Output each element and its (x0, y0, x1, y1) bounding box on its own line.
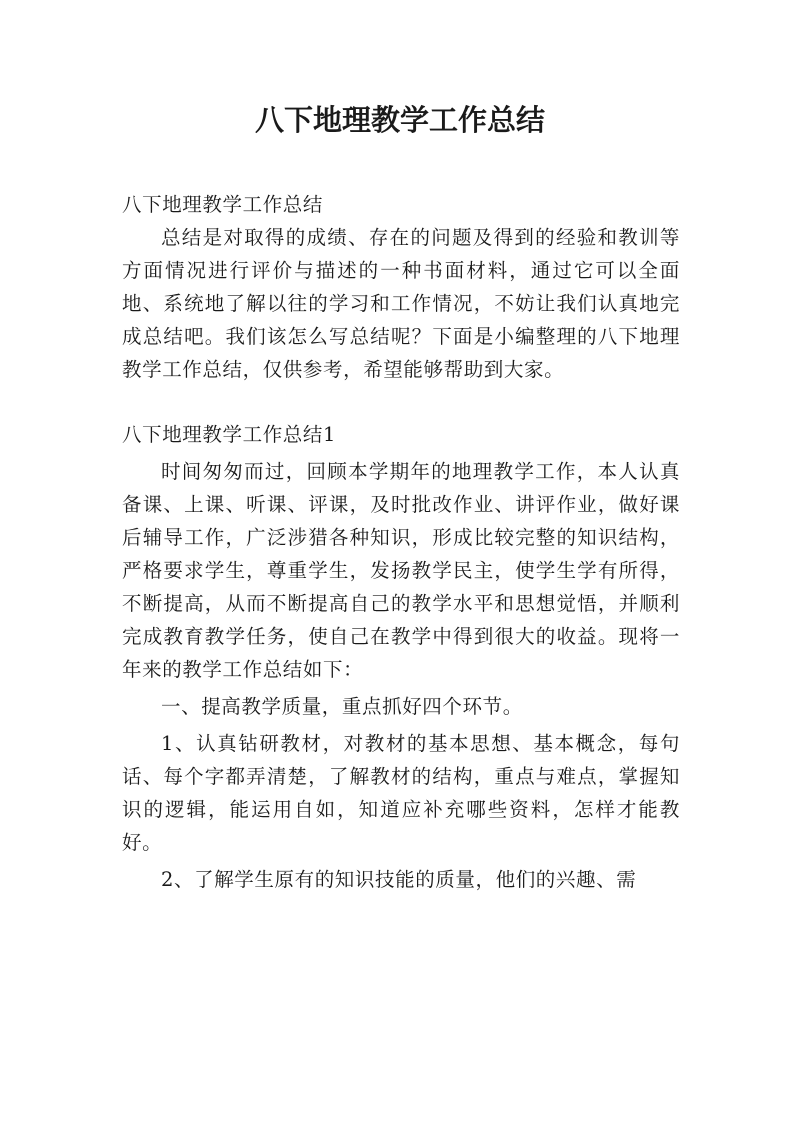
paragraph-2: 一、提高教学质量，重点抓好四个环节。 (161, 695, 523, 718)
document-title: 八下地理教学工作总结 (254, 103, 545, 137)
intro-paragraph: 总结是对取得的成绩、存在的问题及得到的经验和教训等方面情况进行评价与描述的一种书面材料，通过它可以全面地、系统地了解以往的学习和工作情况，不妨让我们认真地完成总结吧。我们该怎么写总结呢？下面是小编整理的八下地理教学工作总结，仅供参考，希望能够帮助到大家。 (122, 226, 680, 381)
paragraph-3: 1、认真钻研教材，对教材的基本思想、基本概念，每句话、每个字都弄清楚，了解教材的结构，重点与难点，掌握知识的逻辑，能运用自如，知道应补充哪些资料，怎样才能教好。 (122, 732, 680, 854)
paragraph-4: 2、了解学生原有的知识技能的质量，他们的兴趣、需 (161, 868, 637, 891)
document-body (122, 188, 680, 896)
section-heading: 八下地理教学工作总结1 (122, 423, 337, 446)
document-subtitle: 八下地理教学工作总结 (122, 193, 324, 216)
paragraph-1: 时间匆匆而过，回顾本学期年的地理教学工作，本人认真备课、上课、听课、评课，及时批改作业、讲评作业，做好课后辅导工作，广泛涉猎各种知识，形成比较完整的知识结构，严格要求学生，尊重学生，发扬教学民主，使学生学有所得，不断提高，从而不断提高自己的教学水平和思想觉悟，并顺利完成教育教学任务，使自己在教学中得到很大的收益。现将一年来的教学工作总结如下： (122, 460, 680, 681)
